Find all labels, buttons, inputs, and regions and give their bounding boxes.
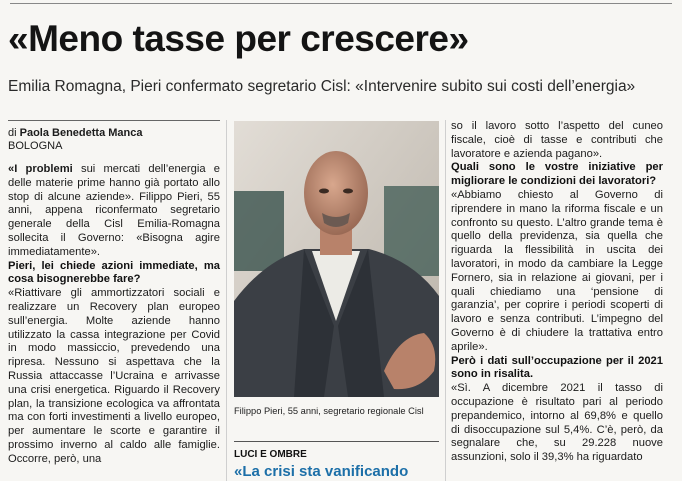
question-2: Quali sono le vostre iniziative per migliorare le condizioni dei lavoratori? <box>451 161 663 188</box>
dateline-city: BOLOGNA <box>8 140 63 152</box>
sidebar-title: «La crisi sta vanificando <box>234 463 409 480</box>
photo-caption: Filippo Pieri, 55 anni, segretario regionale Cisl <box>234 406 424 416</box>
portrait-illustration <box>234 121 439 397</box>
portrait-photo <box>234 121 439 397</box>
answer-1: «Riattivare gli ammortizzatori sociali e realizzare un Recovery plan europeo sull’energia. Molte aziende hanno utilizzato la cassa integrazione per Covid in modo massiccio, prevedendo una ripresa. Nessuno si aspettava che la Russia attaccasse l’Ucraina e arrivasse una crisi energetica. Riguardo il Recovery plan, la transizione ecologica va affrontata ma con forti investimenti a livello europeo, per aumentare le scorte e garantire il prossimo inverno al caldo alle famiglie. Occorre, però, una <box>8 287 220 465</box>
continued-paragraph: so il lavoro sotto l’aspetto del cuneo fiscale, cioè di tasse e contributi che lavoratore e azienda pagano». <box>451 120 663 160</box>
byline-rule <box>8 120 220 121</box>
intro-text: sui mercati dell’energia e delle materie prime hanno già portato allo stop di alcune aziende». Filippo Pieri, 55 anni, appena riconfermato segretario generale della Cisl Emilia-Romagna sollecita il Governo: «Bisogna agire immediatamente». <box>8 163 220 258</box>
column-divider <box>445 120 446 481</box>
question-1: Pieri, lei chiede azioni immediate, ma cosa bisognerebbe fare? <box>8 259 220 286</box>
question-3: Però i dati sull’occupazione per il 2021 sono in risalita. <box>451 354 663 381</box>
answer-2: «Abbiamo chiesto al Governo di riprendere in mano la riforma fiscale e un confronto su questo. L’altro grande tema è quello della previdenza, sia quella che riguarda la flessibilità in uscita dei lavoratori, in modo da cambiare la Legge Fornero, sia in relazione ai giovani, per i quali chiediamo una ‘pensione di garanzia’, per coprire i periodi scoperti di lavoro e senza contributi. L’impegno del Governo è di chiudere la trattativa entro aprile». <box>451 188 663 353</box>
top-rule <box>10 3 672 4</box>
headline: «Meno tasse per crescere» <box>8 18 469 59</box>
sidebar-label: LUCI E OMBRE <box>234 449 307 460</box>
byline <box>8 127 220 140</box>
answer-3: «Sì. A dicembre 2021 il tasso di occupazione è risultato pari al periodo prepandemico, intorno al 69,8% e quello di disoccupazione sul 5,4%. C’è, però, da segnalare che, su 29.228 nuove assunzioni, solo il 39,3% ha riguardato <box>451 382 663 464</box>
intro-paragraph <box>8 163 220 260</box>
column-left <box>8 120 220 467</box>
author-name: Paola Benedetta Manca <box>19 127 143 139</box>
column-right <box>451 120 663 465</box>
column-divider <box>226 120 227 481</box>
subheadline: Emilia Romagna, Pieri confermato segretario Cisl: «Intervenire subito sui costi dell’energia» <box>8 78 636 95</box>
intro-bold: «I problemi <box>8 163 73 175</box>
sidebar-rule <box>234 441 439 442</box>
byline-prefix: di <box>8 127 17 139</box>
